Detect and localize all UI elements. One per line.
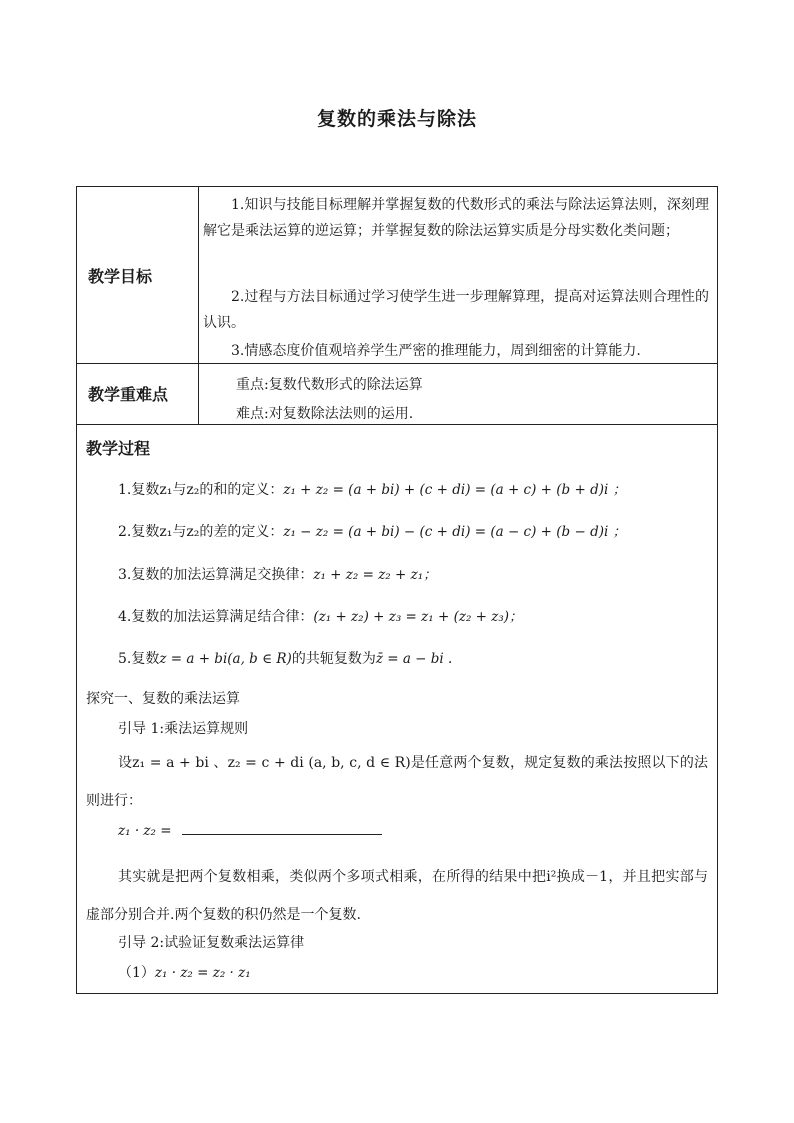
key-points-label: 教学重难点 (88, 385, 169, 404)
item-3-text: 3.复数的加法运算满足交换律： (118, 567, 314, 583)
item-2-formula: z₁ − z₂ = (a + bi) − (c + di) = (a − c) + (b − d)i ； (283, 524, 627, 540)
product-lhs: z₁ · z₂ = (118, 823, 172, 839)
goals-label: 教学目标 (88, 267, 153, 286)
key-point: 重点:复数代数形式的除法运算 (236, 377, 423, 393)
law-1-formula: z₁ · z₂ = z₂ · z₁ (154, 965, 251, 981)
difficult-point: 难点:对复数除法法则的运用. (236, 406, 414, 422)
law-1-number: （1） (118, 965, 155, 981)
guide-2: 引导 2:试验证复数乘法运算律 (118, 935, 305, 951)
product-blank (182, 822, 382, 835)
item-4-text: 4.复数的加法运算满足结合律： (118, 609, 314, 625)
item-1-text: 1.复数z₁与z₂的和的定义： (118, 482, 284, 498)
explore-1-heading: 探究一、复数的乘法运算 (86, 691, 240, 707)
product-line (118, 822, 382, 839)
item-2-text: 2.复数z₁与z₂的差的定义： (118, 524, 284, 540)
process-heading: 教学过程 (86, 439, 151, 458)
item-5-formula-1: z = a + bi(a, b ∈ R) (159, 651, 292, 667)
item-5-formula-2: z̄ = a − bi . (375, 651, 453, 667)
law-1 (118, 962, 251, 982)
item-4 (118, 605, 523, 626)
goals-paragraph-2: 2.过程与方法目标通过学习使学生进一步理解算理，提高对运算法则合理性的认识。 (203, 289, 709, 331)
item-3-formula: z₁ + z₂ = z₂ + z₁； (313, 567, 437, 583)
item-5 (118, 648, 452, 668)
item-5-text-2: 的共轭复数为 (291, 651, 376, 667)
item-4-formula: (z₁ + z₂) + z₃ = z₁ + (z₂ + z₃)； (313, 609, 523, 625)
explanation-paragraph: 其实就是把两个复数相乘，类似两个多项式相乘，在所得的结果中把i²换成－1，并且把实部与虚部分别合并.两个复数的积仍然是一个复数. (86, 869, 708, 923)
item-1 (118, 478, 626, 499)
guide-1-paragraph: 设z₁ = a + bi 、z₂ = c + di (a, b, c, d ∈ R)是任意两个复数，规定复数的乘法按照以下的法则进行： (86, 755, 708, 809)
goals-paragraph-3: 3.情感态度价值观培养学生严密的推理能力，周到细密的计算能力. (231, 343, 641, 359)
item-1-formula: z₁ + z₂ = (a + bi) + (c + di) = (a + c) + (b + d)i ； (283, 482, 627, 498)
item-3 (118, 563, 437, 584)
page-title: 复数的乘法与除法 (316, 108, 477, 130)
guide-1: 引导 1:乘法运算规则 (118, 721, 249, 737)
item-2 (118, 520, 626, 541)
item-5-text: 5.复数 (118, 651, 160, 667)
goals-paragraph-1: 1.知识与技能目标理解并掌握复数的代数形式的乘法与除法运算法则，深刻理解它是乘法运算的逆运算；并掌握复数的除法运算实质是分母实数化类问题； (203, 197, 709, 239)
